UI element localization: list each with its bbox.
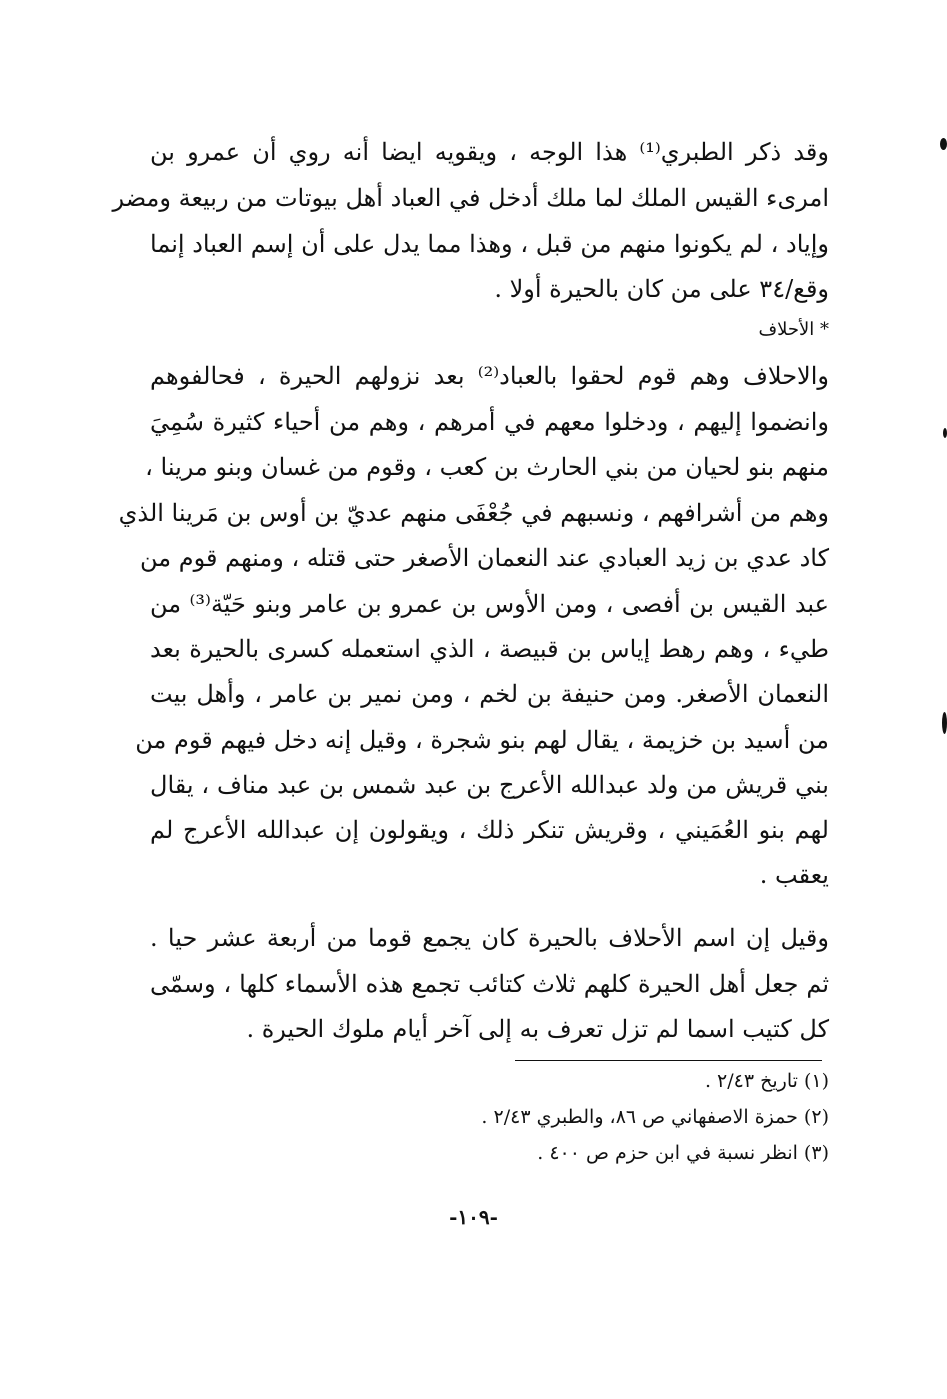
footnote-divider [515, 1060, 822, 1061]
footnote-1: (١) تاريخ ٢/٤٣ . [704, 1070, 829, 1092]
paragraph-line: والاحلاف وهم قوم لحقوا بالعباد⁽²⁾ بعد نزولهم الحيرة ، فحالفوهم [150, 362, 829, 390]
paragraph-line: النعمان الأصغر. ومن حنيفة بن لخم ، ومن نمير بن عامر ، وأهل بيت [150, 680, 829, 708]
scan-edge-mark [942, 712, 947, 734]
paragraph-line: كل كتيب اسما لم تزل تعرف به إلى آخر أيام ملوك الحيرة . [246, 1015, 829, 1043]
scan-edge-mark [943, 428, 947, 438]
footnote-2: (٢) حمزة الاصفهاني ص ٨٦، والطبري ٢/٤٣ . [481, 1106, 829, 1128]
paragraph-line: كاد عدي بن زيد العبادي عند النعمان الأصغر حتى قتله ، ومنهم قوم من [140, 544, 829, 572]
paragraph-line: امرىء القيس الملك لما ملك أدخل في العباد أهل بيوتات من ربيعة ومضر [112, 184, 829, 212]
paragraph-line: من أسيد بن خزيمة ، يقال لهم بنو شجرة ، وقيل إنه دخل فيهم قوم من [135, 726, 829, 754]
paragraph-line: لهم بنو العُمَيني ، وقريش تنكر ذلك ، ويقولون إن عبدالله الأعرج لم [150, 816, 829, 844]
paragraph-line: وقع/٣٤ على من كان بالحيرة أولا . [494, 275, 829, 303]
paragraph-line: وانضموا إليهم ، ودخلوا معهم في أمرهم ، وهم من أحياء كثيرة سُمِيَ [150, 408, 829, 436]
page-number: -١٠٩- [449, 1205, 498, 1229]
scan-edge-mark [940, 138, 947, 150]
footnote-3: (٣) انظر نسبة في ابن حزم ص ٤٠٠ . [537, 1142, 829, 1164]
paragraph-line: بني قريش من ولد عبدالله الأعرج بن عبد شمس بن عبد مناف ، يقال [150, 771, 829, 799]
section-heading: * الأحلاف [758, 319, 829, 340]
paragraph-line: منهم بنو لحيان من بني الحارث بن كعب ، وقوم من غسان وبنو مرينا ، [145, 453, 829, 481]
paragraph-line: وإياد ، لم يكونوا منهم من قبل ، وهذا مما يدل على أن إسم العباد إنما [150, 230, 829, 258]
paragraph-line: طيء ، وهم رهط إياس بن قبيصة ، الذي استعمله كسرى بالحيرة بعد [150, 635, 829, 663]
paragraph-line: وقد ذكر الطبري⁽¹⁾ هذا الوجه ، ويقويه ايضا أنه روي أن عمرو بن [150, 138, 829, 166]
paragraph-line: وهم من أشرافهم ، ونسبهم في جُعْفَى منهم عديّ بن أوس بن مَرينا الذي [118, 499, 829, 527]
paragraph-line: وقيل إن اسم الأحلاف بالحيرة كان يجمع قوما من أربعة عشر حيا . [150, 924, 829, 952]
paragraph-line: يعقب . [759, 861, 829, 889]
paragraph-line: ثم جعل أهل الحيرة كلهم ثلاث كتائب تجمع هذه الأسماء كلها ، وسمّى [150, 970, 829, 998]
paragraph-line: عبد القيس بن أفصى ، ومن الأوس بن عمرو بن عامر وبنو حَيّة⁽³⁾ من [150, 590, 829, 618]
